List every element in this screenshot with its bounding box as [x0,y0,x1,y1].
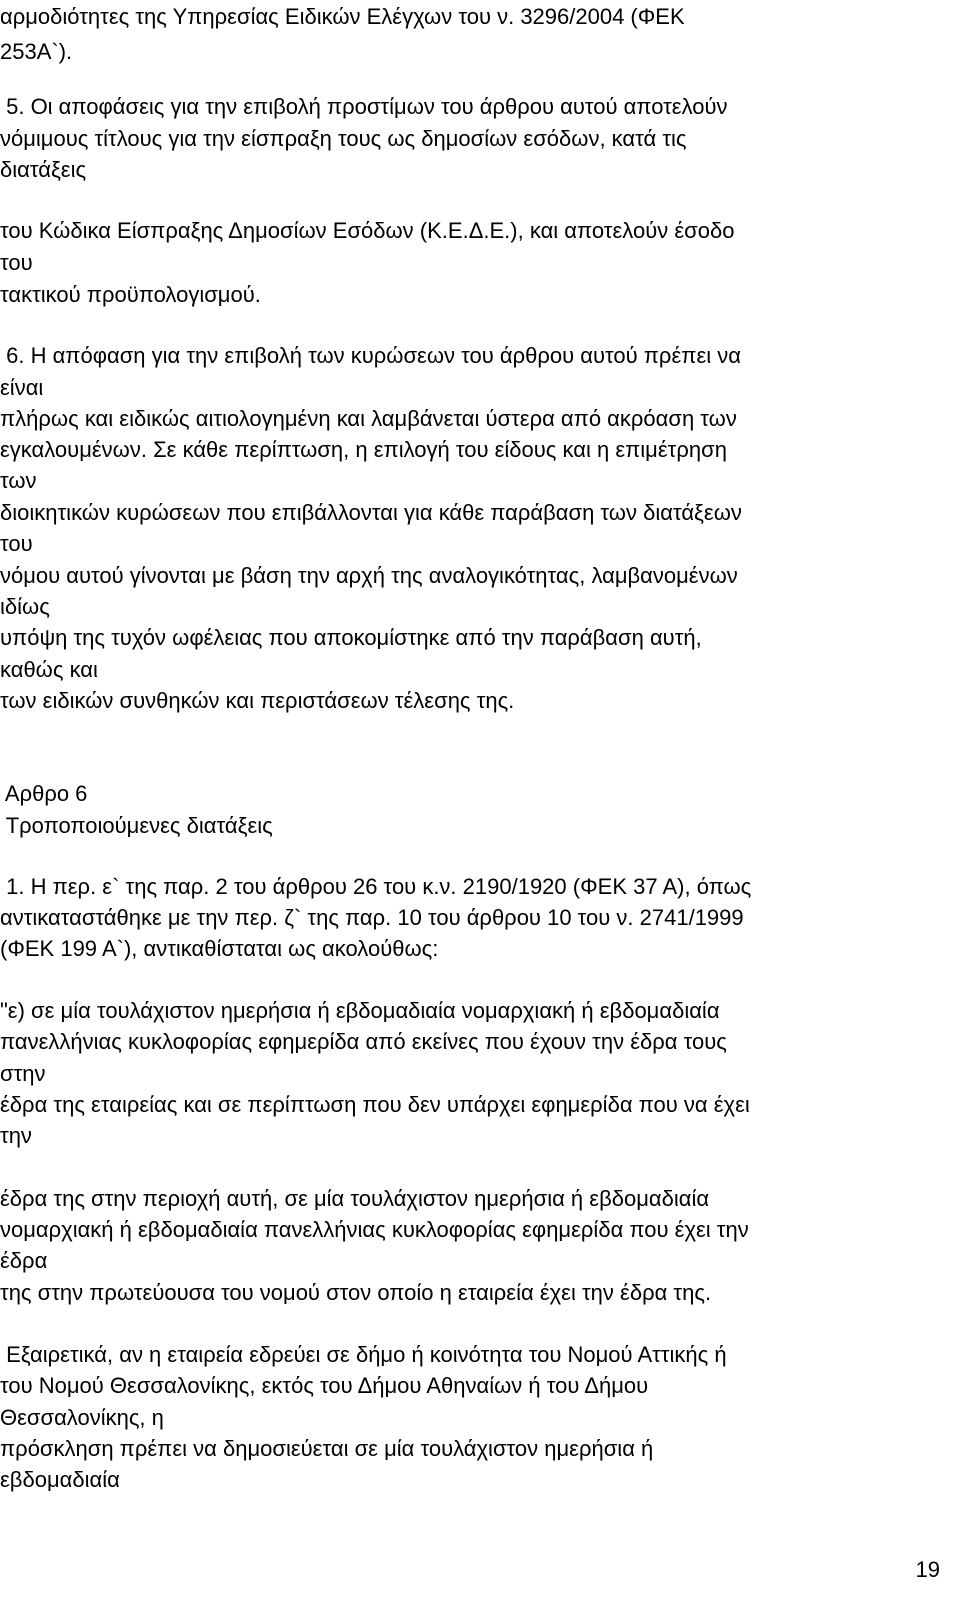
text-line: τακτικού προϋπολογισμού. [0,282,261,307]
section-heading: Αρθρο 6 [0,781,88,806]
text-line: 6. Η απόφαση για την επιβολή των κυρώσεων του άρθρου αυτού πρέπει να [0,343,741,368]
text-line: του Κώδικα Είσπραξης Δημοσίων Εσόδων (Κ.Ε.Δ.Ε.), και αποτελούν έσοδο [0,218,735,243]
text-line: έδρα της εταιρείας και σε περίπτωση που δεν υπάρχει εφημερίδα που να έχει [0,1092,750,1117]
text-line: πρόσκληση πρέπει να δημοσιεύεται σε μία τουλάχιστον ημερήσια ή [0,1436,654,1461]
text-line: "ε) σε μία τουλάχιστον ημερήσια ή εβδομαδιαία νομαρχιακή ή εβδομαδιαία [0,998,720,1023]
text-line: του Νομού Θεσσαλονίκης, εκτός του Δήμου Αθηναίων ή του Δήμου [0,1373,649,1398]
text-line: έδρα της στην περιοχή αυτή, σε μία τουλάχιστον ημερήσια ή εβδομαδιαία [0,1186,710,1211]
section-subheading: Τροποποιούμενες διατάξεις [0,813,273,838]
text-line: των ειδικών συνθηκών και περιστάσεων τέλεσης της. [0,688,515,713]
text-line: των [0,468,37,493]
text-line: (ΦΕΚ 199 Α`), αντικαθίσταται ως ακολούθως: [0,936,439,961]
text-line: Εξαιρετικά, αν η εταιρεία εδρεύει σε δήμο ή κοινότητα του Νομού Αττικής ή [0,1342,727,1367]
page-number: 19 [915,1557,940,1582]
text-line: πλήρως και ειδικώς αιτιολογημένη και λαμβάνεται ύστερα από ακρόαση των [0,406,737,431]
text-line: υπόψη της τυχόν ωφέλειας που αποκομίστηκε από την παράβαση αυτή, [0,625,702,650]
text-line: 253Α`). [0,39,73,64]
text-line: Θεσσαλονίκης, η [0,1405,164,1430]
text-line: της στην πρωτεύουσα του νομού στον οποίο η εταιρεία έχει την έδρα της. [0,1280,712,1305]
text-line: 1. Η περ. ε` της παρ. 2 του άρθρου 26 του κ.ν. 2190/1920 (ΦΕΚ 37 Α), όπως [0,874,752,899]
text-line: εγκαλουμένων. Σε κάθε περίπτωση, η επιλογή του είδους και η επιμέτρηση [0,437,727,462]
text-line: αντικαταστάθηκε με την περ. ζ` της παρ. 10 του άρθρου 10 του ν. 2741/1999 [0,905,744,930]
text-line: διατάξεις [0,157,87,182]
text-line: έδρα [0,1248,48,1273]
text-line: του [0,531,33,556]
text-line: διοικητικών κυρώσεων που επιβάλλονται για κάθε παράβαση των διατάξεων [0,500,742,525]
text-line: νόμιμους τίτλους για την είσπραξη τους ως δημοσίων εσόδων, κατά τις [0,126,687,151]
text-line: πανελλήνιας κυκλοφορίας εφημερίδα από εκείνες που έχουν την έδρα τους [0,1029,727,1054]
text-line: 5. Οι αποφάσεις για την επιβολή προστίμων του άρθρου αυτού αποτελούν [0,94,728,119]
text-line: στην [0,1061,46,1086]
text-line: νόμου αυτού γίνονται με βάση την αρχή της αναλογικότητας, λαμβανομένων [0,563,738,588]
text-line: την [0,1123,32,1148]
text-line: είναι [0,375,44,400]
text-line: εβδομαδιαία [0,1467,120,1492]
text-line: αρμοδιότητες της Υπηρεσίας Ειδικών Ελέγχων του ν. 3296/2004 (ΦΕΚ [0,4,685,29]
text-line: καθώς και [0,657,98,682]
text-line: νομαρχιακή ή εβδομαδιαία πανελλήνιας κυκλοφορίας εφημερίδα που έχει την [0,1217,749,1242]
text-line: ιδίως [0,594,50,619]
text-line: του [0,250,33,275]
